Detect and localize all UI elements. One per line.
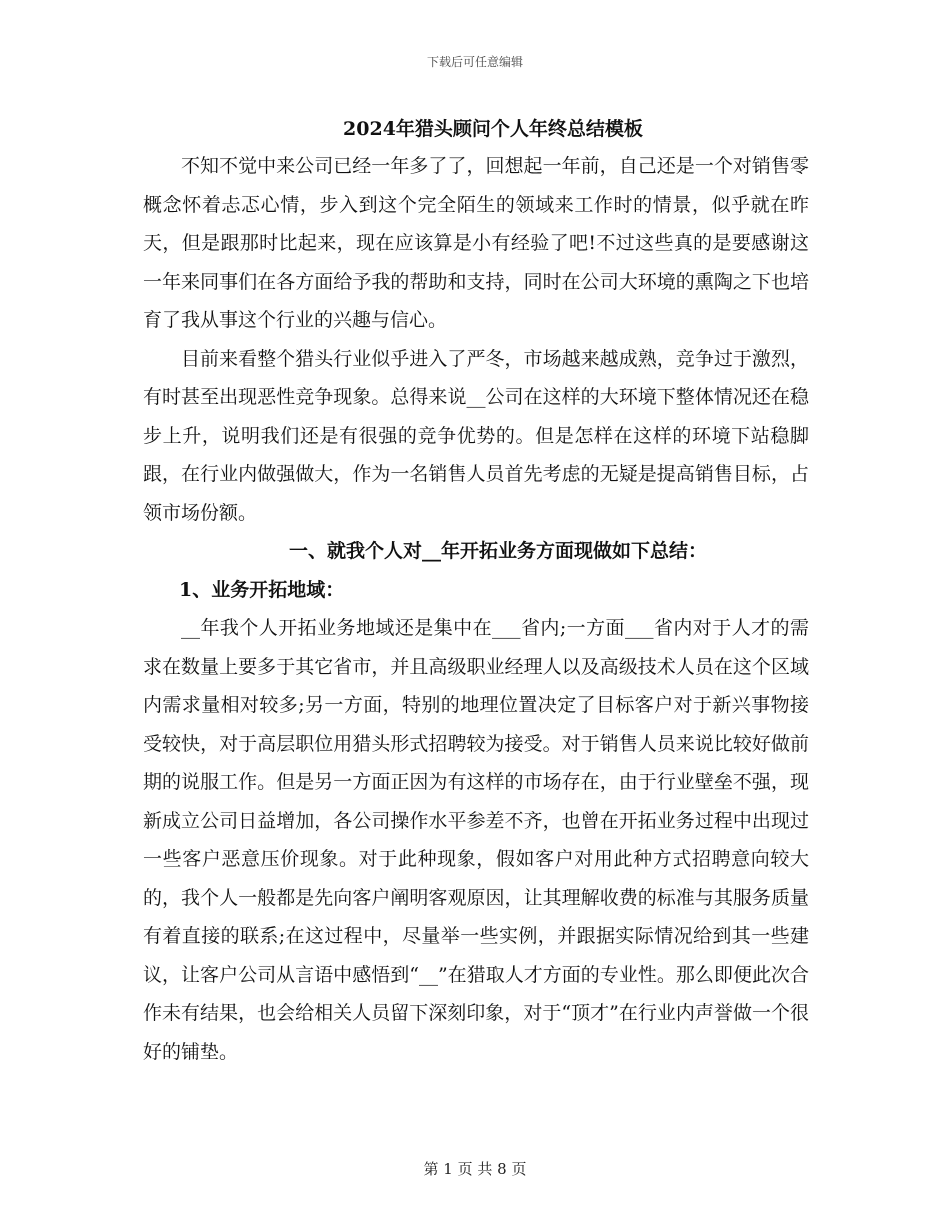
subsection-heading: 1、业务开拓地域： [179,578,345,601]
paragraph: 不知不觉中来公司已经一年多了了，回想起一年前，自己还是一个对销售零概念怀着忐忑心情，步入到这个完全陌生的领域来工作时的情景，似乎就在昨天，但是跟那时比起来，现在应该算是小有经验了吧!不过这些真的是要感谢这一年来同事们在各方面给予我的帮助和支持，同时在公司大环境的熏陶之下也培育了我从事这个行业的兴趣与信心。 [143,155,809,331]
section-heading: 一、就我个人对__年开拓业务方面现做如下总结： [288,540,707,562]
page-footer: 第 1 页 共 8 页 [423,1160,527,1178]
document-body [143,147,809,1071]
paragraph: 目前来看整个猎头行业似乎进入了严冬，市场越来越成熟，竞争过于激烈，有时甚至出现恶性竞争现象。总得来说__公司在这样的大环境下整体情况还在稳步上升，说明我们还是有很强的竞争优势的。但是怎样在这样的环境下站稳脚跟，在行业内做强做大，作为一名销售人员首先考虑的无疑是提高销售目标，占领市场份额。 [143,347,809,524]
page-header-note: 下载后可任意编辑 [426,55,523,69]
paragraph: __年我个人开拓业务地域还是集中在___省内;一方面___省内对于人才的需求在数量上要多于其它省市，并且高级职业经理人以及高级技术人员在这个区域内需求量相对较多;另一方面，特别的地理位置决定了目标客户对于新兴事物接受较快，对于高层职位用猎头形式招聘较为接受。对于销售人员来说比较好做前期的说服工作。但是另一方面正因为有这样的市场存在，由于行业壁垒不强，现新成立公司日益增加，各公司操作水平参差不齐，也曾在开拓业务过程中出现过一些客户恶意压价现象。对于此种现象，假如客户对用此种方式招聘意向较大的，我个人一般都是先向客户阐明客观原因，让其理解收费的标准与其服务质量有着直接的联系;在这过程中，尽量举一些实例，并跟据实际情况给到其一些建议，让客户公司从言语中感悟到“__”在猎取人才方面的专业性。那么即便此次合作未有结果，也会给相关人员留下深刻印象，对于“顶才”在行业内声誉做一个很好的铺垫。 [143,617,809,1063]
document-title: 2024年猎头顾问个人年终总结模板 [343,118,643,140]
